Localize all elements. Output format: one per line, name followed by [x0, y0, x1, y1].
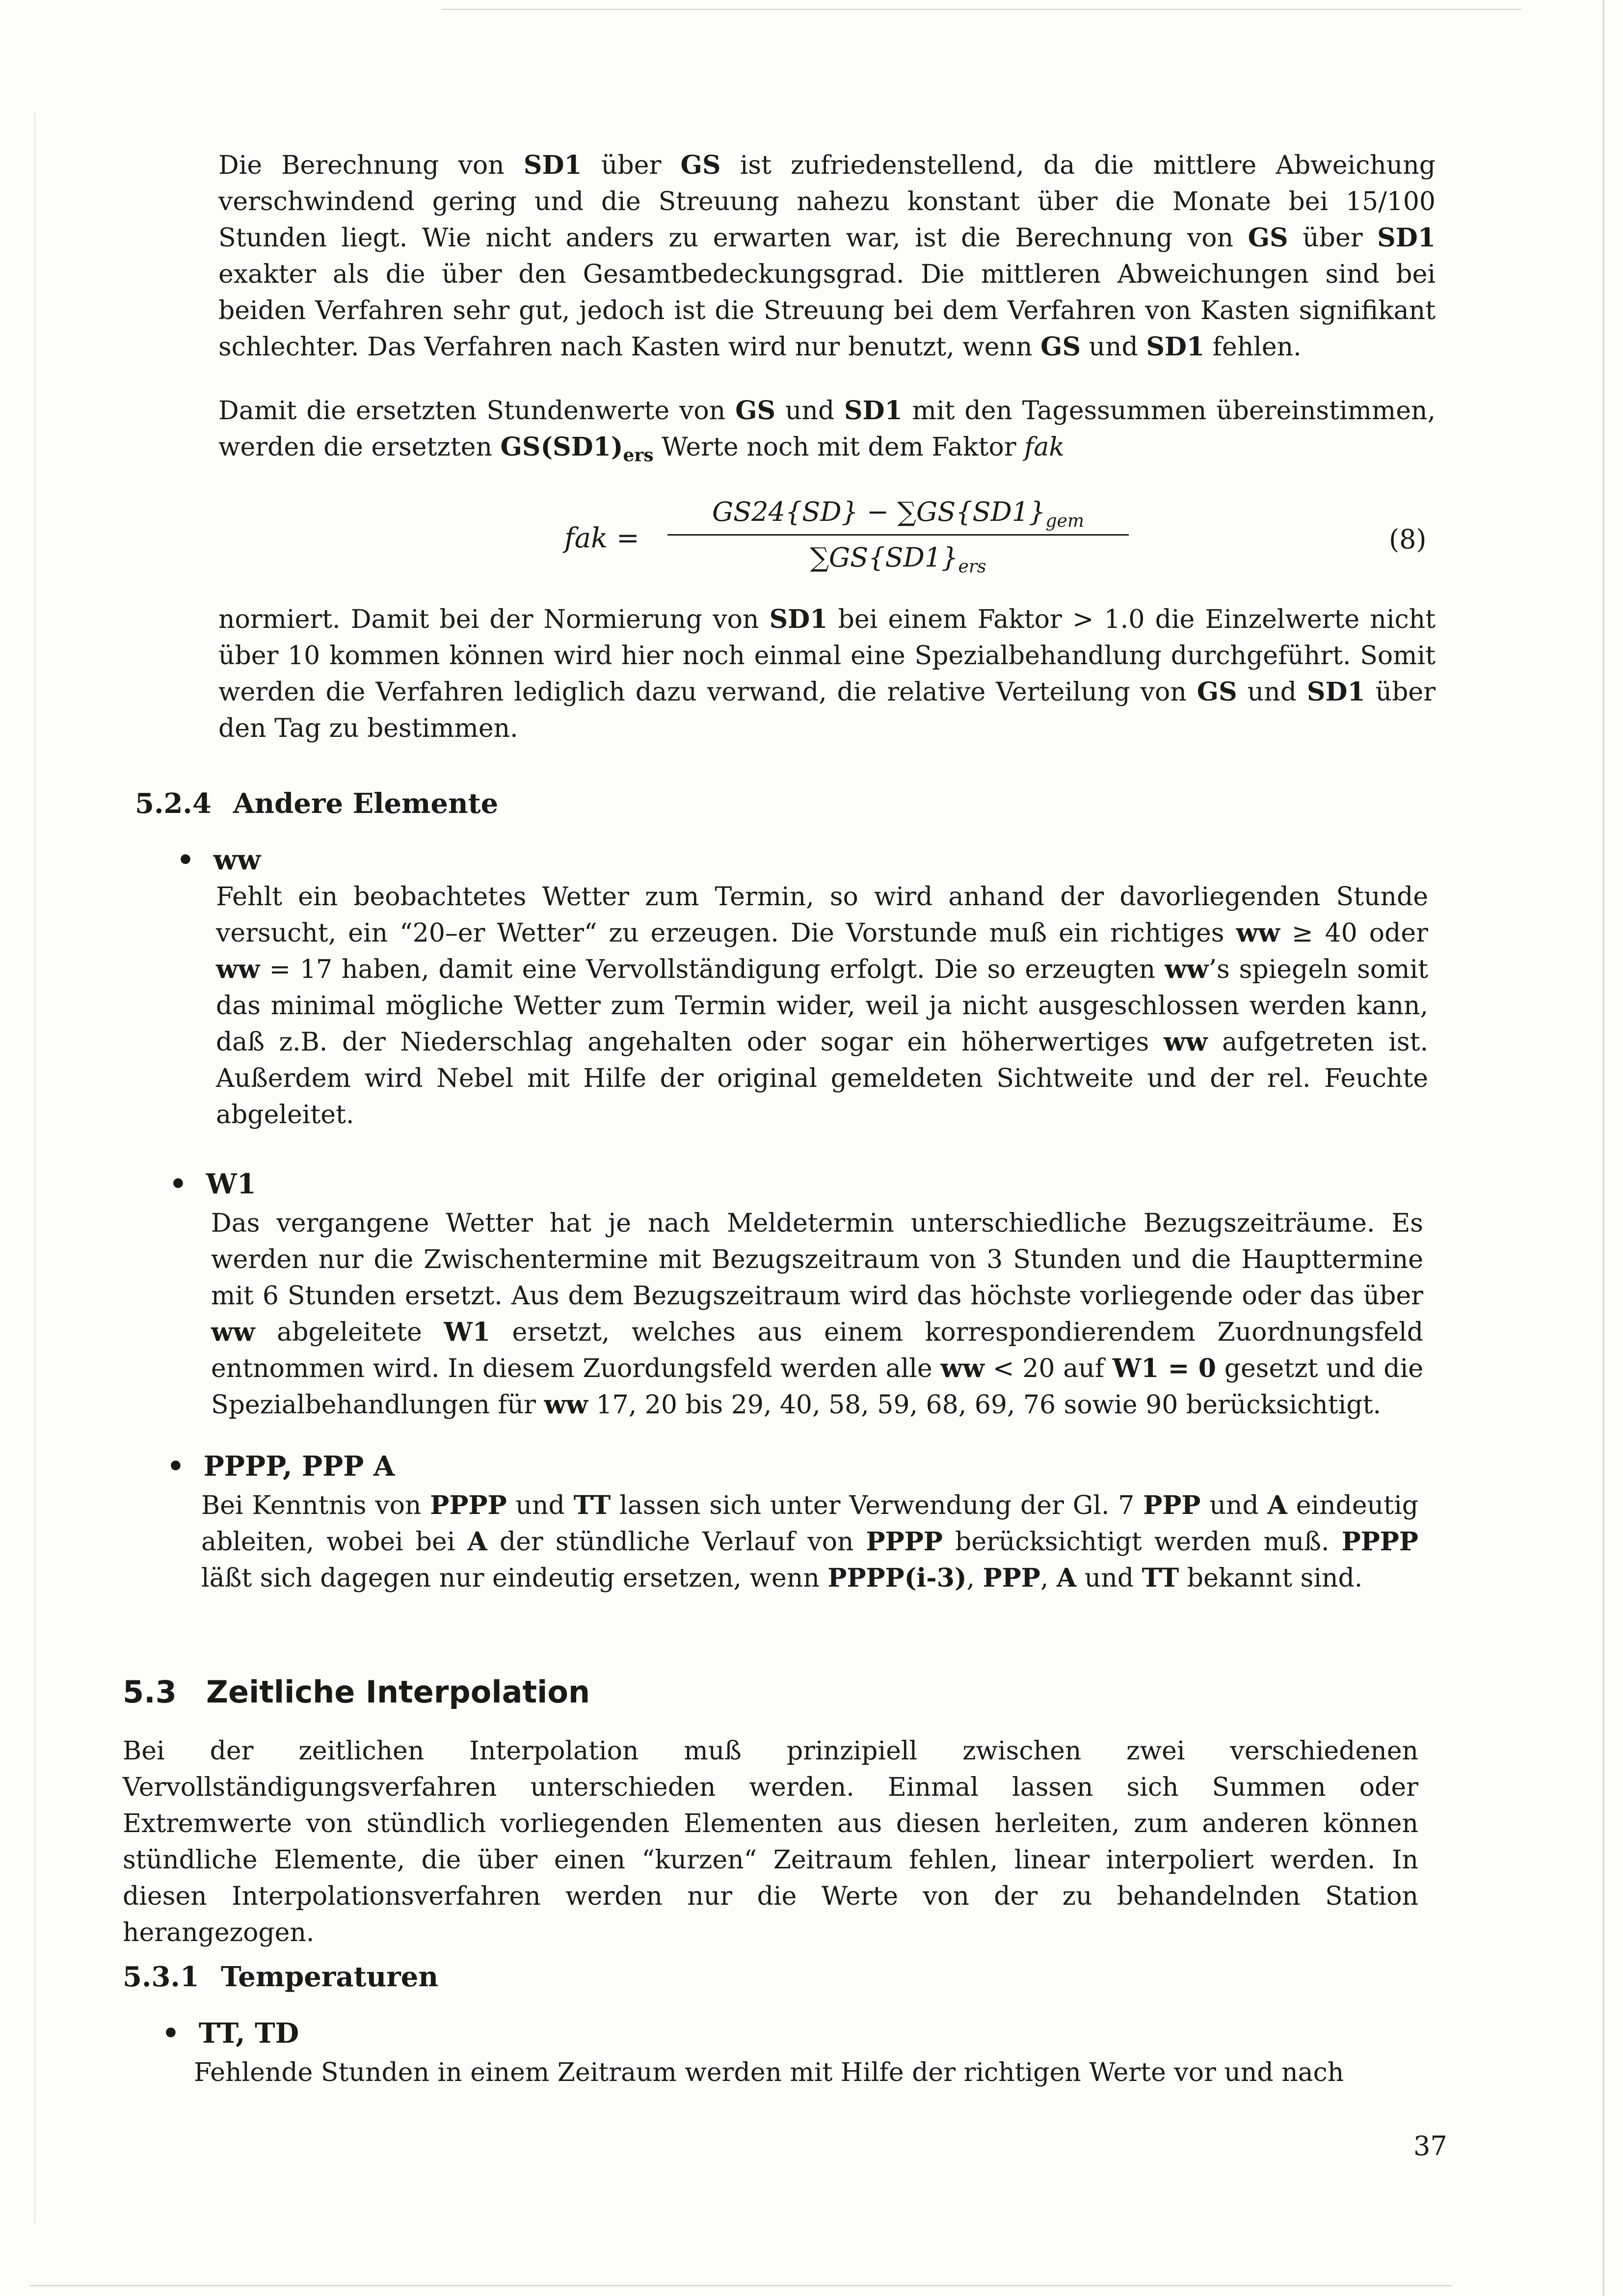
equation-fraction — [667, 491, 1129, 579]
paragraph-zeitliche-interpolation: Bei der zeitlichen Interpolation muß prinzipiell zwischen zwei verschiedenen Vervollständigungsverfahren unterschieden werden. Einmal lassen sich Summen oder Extremwerte von stündlich vorliegenden Elementen aus diesen herleiten, zum anderen können stündliche Elemente, die über einen “kurzen“ Zeitraum fehlen, linear interpoliert werden. In diesen Interpolationsverfahren werden nur die Werte von der zu behandelnden Station herangezogen. — [123, 1736, 1418, 1947]
equation-numerator: $GS24\{SD\} - \sum GS\{SD1\}_{gem}$ — [712, 496, 1084, 531]
bullet-pppp-title: • PPPP, PPP A — [167, 1450, 395, 1483]
paragraph-ww: Fehlt ein beobachtetes Wetter zum Termin, so wird anhand der davorliegenden Stunde versucht, ein “20–er Wetter“ zu erzeugen. Die Vorstunde muß ein richtiges ww ≥ 40 oder ww = 17 haben, damit eine Vervollständigung erfolgt. Die so erzeugten ww’s spiegeln somit das minimal mögliche Wetter zum Termin wider, weil ja nicht ausgeschlossen werden kann, daß z.B. der Niederschlag angehalten oder sogar ein höherwertiges ww aufgetreten ist. Außerdem wird Nebel mit Hilfe der original gemeldeten Sichtweite und der rel. Feuchte abgeleitet. — [216, 882, 1428, 1130]
equation-denominator: $\sum GS\{SD1\}_{ers}$ — [810, 542, 986, 577]
paragraph-normierung-intro: Damit die ersetzten Stundenwerte von GS und SD1 mit den Tagessummen übereinstimmen, werden die ersetzten $GS(SD1)_{ers}$ Werte noch mit dem Faktor fak — [218, 396, 1436, 466]
bullet-w1-title: • W1 — [169, 1168, 256, 1200]
bullet-tt-td-title: • TT, TD — [162, 2017, 299, 2050]
equation-number: (8) — [1389, 524, 1427, 555]
bullet-ww-title: • ww — [177, 844, 261, 876]
section-heading-5-2-4: 5.2.4 Andere Elemente — [135, 787, 499, 820]
section-heading-5-3: 5.3 Zeitliche Interpolation — [123, 1674, 590, 1710]
page-number: 37 — [1413, 2131, 1447, 2161]
equation-fak — [535, 491, 1467, 589]
paragraph-normiert: normiert. Damit bei der Normierung von SD1 bei einem Faktor > 1.0 die Einzelwerte nicht über 10 kommen können wird hier noch einmal eine Spezialbehandlung durchgeführt. Somit werden die Verfahren lediglich dazu verwand, die relative Verteilung von GS und SD1 über den Tag zu bestimmen. — [218, 604, 1436, 743]
paragraph-pppp: Bei Kenntnis von PPPP und TT lassen sich unter Verwendung der Gl. 7 PPP und A eindeutig ableiten, wobei bei A der stündliche Verlauf von PPPP berücksichtigt werden muß. PPPP läßt sich dagegen nur eindeutig ersetzen, wenn PPPP(i-3), PPP, A und TT bekannt sind. — [201, 1490, 1418, 1593]
paragraph-sd1-gs: Die Berechnung von SD1 über GS ist zufriedenstellend, da die mittlere Abweichung verschwindend gering und die Streuung nahezu konstant über die Monate bei 15/100 Stunden liegt. Wie nicht anders zu erwarten war, ist die Berechnung von GS über SD1 exakter als die über den Gesamtbedeckungsgrad. Die mittleren Abweichungen sind bei beiden Verfahren sehr gut, jedoch ist die Streuung bei dem Verfahren von Kasten signifikant schlechter. Das Verfahren nach Kasten wird nur benutzt, wenn GS und SD1 fehlen. — [218, 150, 1436, 362]
equation-lhs: fak = — [564, 522, 639, 554]
paragraph-w1: Das vergangene Wetter hat je nach Meldetermin unterschiedliche Bezugszeiträume. Es werden nur die Zwischentermine mit Bezugszeitraum von 3 Stunden und die Haupttermine mit 6 Stunden ersetzt. Aus dem Bezugszeitraum wird das höchste vorliegende oder das über ww abgeleitete W1 ersetzt, welches aus einem korrespondierendem Zuordnungsfeld entnommen wird. In diesem Zuordungsfeld werden alle ww < 20 auf W1 = 0 gesetzt und die Spezialbehandlungen für ww 17, 20 bis 29, 40, 58, 59, 68, 69, 76 sowie 90 berücksichtigt. — [211, 1209, 1423, 1420]
paragraph-tt-td: Fehlende Stunden in einem Zeitraum werden mit Hilfe der richtigen Werte vor und nach — [194, 2058, 1344, 2087]
scan-edge-top — [442, 9, 1521, 10]
scan-edge-left — [34, 113, 35, 2224]
scan-edge-right — [1603, 0, 1604, 2296]
scan-edge-bottom — [29, 2285, 1453, 2286]
fraction-bar — [667, 534, 1129, 536]
section-heading-5-3-1: 5.3.1 Temperaturen — [123, 1961, 439, 1993]
